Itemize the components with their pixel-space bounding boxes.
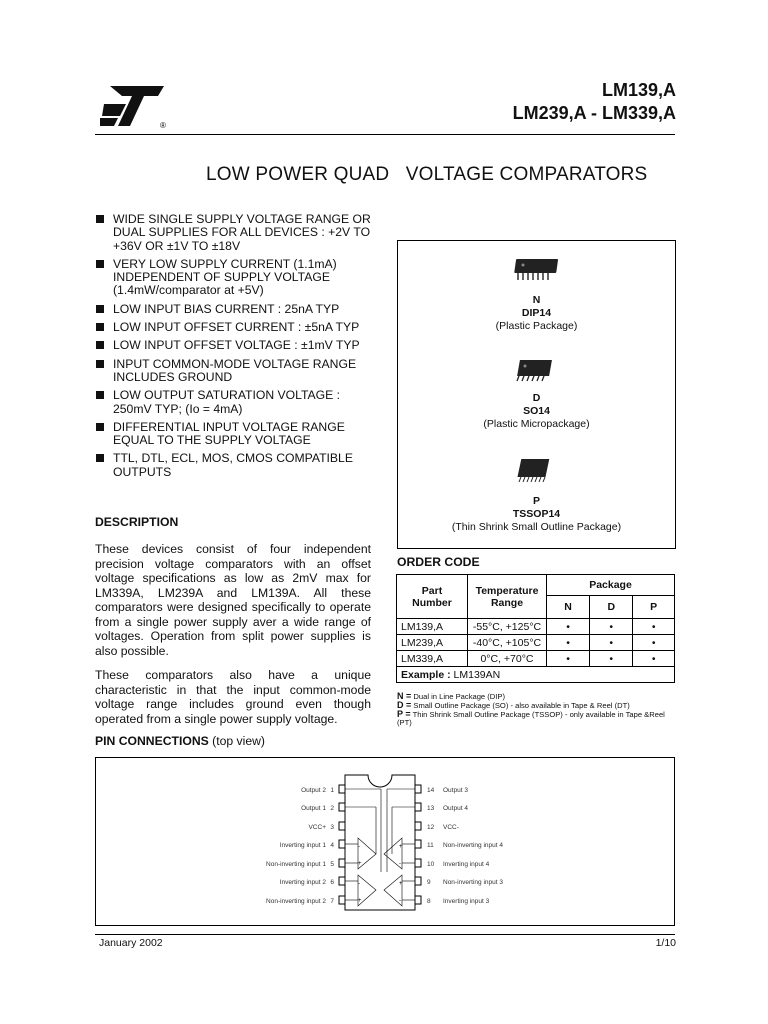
pin-label-right: Output 4	[443, 805, 468, 812]
bullet-square-icon	[96, 323, 104, 331]
package-notes	[397, 692, 675, 727]
pin-number-right: 10	[427, 861, 435, 868]
bullet-square-icon	[96, 341, 104, 349]
order-code-heading: ORDER CODE	[397, 555, 480, 569]
pin-number-right: 14	[427, 787, 435, 794]
example-row: Example : LM139AN	[397, 667, 675, 683]
registered-mark: ®	[160, 121, 166, 130]
description-paragraph-1: These devices consist of four independent precision voltage comparators with an offset voltage specifications as low as 2mV max for LM339A, LM239A and LM139A. All these comparators were designed specifically to operate from a single power supply aver a wide range of voltages. Operation from split power supplies is also possible.	[95, 542, 371, 658]
feature-item: LOW OUTPUT SATURATION VOLTAGE : 250mV TYP; (Io = 4mA)	[96, 389, 376, 416]
package-n-text: N DIP14 (Plastic Package)	[495, 294, 578, 332]
pin-label-left: VCC+	[308, 824, 326, 831]
pin-label-right: Output 3	[443, 787, 468, 794]
col-pkg-p: P	[633, 596, 675, 619]
header-rule	[95, 134, 675, 135]
pin-label-right: Inverting input 4	[443, 861, 490, 868]
pin-number-right: 12	[427, 824, 435, 831]
bullet-square-icon	[96, 360, 104, 368]
pin-number-left: 1	[330, 787, 334, 794]
pin-number-left: 2	[330, 805, 334, 812]
feature-item: INPUT COMMON-MODE VOLTAGE RANGE INCLUDES GROUND	[96, 358, 376, 385]
pin-number-left: 5	[330, 861, 334, 868]
feature-item: WIDE SINGLE SUPPLY VOLTAGE RANGE OR DUAL SUPPLIES FOR ALL DEVICES : +2V TO +36V OR ±1V TO ±18V	[96, 213, 376, 253]
feature-item: TTL, DTL, ECL, MOS, CMOS COMPATIBLE OUTPUTS	[96, 452, 376, 479]
dip14-package-icon	[513, 253, 563, 283]
pin-number-right: 11	[427, 842, 434, 849]
part-number-line2: LM239,A - LM339,A	[512, 103, 676, 123]
svg-text:-: -	[399, 898, 401, 904]
pin-diagram-box	[95, 757, 675, 926]
svg-text:+: +	[358, 861, 362, 867]
bullet-square-icon	[96, 215, 104, 223]
bullet-square-icon	[96, 454, 104, 462]
tssop14-package-icon	[515, 451, 559, 485]
pin-label-right: Non-inverting input 4	[443, 842, 503, 849]
order-code-table	[396, 574, 675, 683]
svg-text:-: -	[358, 844, 360, 850]
pin-connections-heading: PIN CONNECTIONS (top view)	[95, 734, 265, 748]
pin-label-right: Inverting input 3	[443, 898, 490, 905]
bullet-square-icon	[96, 260, 104, 268]
table-row: LM239,A -40°C, +105°C • • •	[397, 635, 675, 651]
pin-label-right: VCC-	[443, 824, 459, 831]
pin-label-left: Output 1	[301, 805, 326, 812]
document-title: LOW POWER QUAD VOLTAGE COMPARATORS	[206, 164, 648, 185]
st-logo	[100, 82, 170, 130]
pin-number-right: 13	[427, 805, 435, 812]
pin-label-left: Inverting input 1	[279, 842, 326, 849]
bullet-square-icon	[96, 391, 104, 399]
package-p-text: P TSSOP14 (Thin Shrink Small Outline Package)	[451, 495, 622, 533]
pin-number-left: 6	[330, 879, 334, 886]
col-package: Package	[547, 575, 675, 596]
bullet-square-icon	[96, 305, 104, 313]
pin-number-left: 7	[330, 898, 334, 905]
footer-date: January 2002	[99, 937, 163, 949]
pin-label-left: Non-inverting input 1	[266, 861, 326, 868]
bullet-square-icon	[96, 423, 104, 431]
table-row: LM339,A 0°C, +70°C • • •	[397, 651, 675, 667]
footer-rule	[95, 934, 675, 935]
footer-page-number: 1/10	[655, 937, 676, 949]
pin-number-left: 4	[330, 842, 334, 849]
pin-number-right: 8	[427, 898, 431, 905]
col-pkg-d: D	[590, 596, 633, 619]
package-d-text: D SO14 (Plastic Micropackage)	[483, 392, 590, 430]
col-part-number: Part Number	[397, 575, 468, 619]
feature-item: VERY LOW SUPPLY CURRENT (1.1mA) INDEPENDENT OF SUPPLY VOLTAGE (1.4mW/comparator at +5V)	[96, 258, 376, 298]
feature-item: LOW INPUT BIAS CURRENT : 25nA TYP	[96, 303, 376, 316]
part-number-line1: LM139,A	[601, 80, 676, 100]
feature-item: DIFFERENTIAL INPUT VOLTAGE RANGE EQUAL TO THE SUPPLY VOLTAGE	[96, 421, 376, 448]
feature-item: LOW INPUT OFFSET VOLTAGE : ±1mV TYP	[96, 339, 376, 352]
package-box	[397, 240, 676, 549]
description-paragraph-2: These comparators also have a unique characteristic in that the input common-mode voltage range includes ground even though operated from a single power supply voltage.	[95, 668, 371, 726]
pin-label-left: Non-inverting input 2	[266, 898, 326, 905]
pin-label-left: Inverting input 2	[279, 879, 326, 886]
note-p: P = Thin Shrink Small Outline Package (TSSOP) - only available in Tape &Reel (PT)	[397, 709, 665, 727]
pin-number-left: 3	[330, 824, 334, 831]
feature-item: LOW INPUT OFFSET CURRENT : ±5nA TYP	[96, 321, 376, 334]
pin-diagram	[96, 758, 674, 925]
svg-text:+: +	[358, 898, 362, 904]
pin-number-right: 9	[427, 879, 431, 886]
pin-label-right: Non-inverting input 3	[443, 879, 503, 886]
note-d: D = Small Outline Package (SO) - also available in Tape & Reel (DT)	[397, 700, 630, 710]
col-temperature: Temperature Range	[468, 575, 547, 619]
table-row: LM139,A -55°C, +125°C • • •	[397, 619, 675, 635]
note-n: N = Dual in Line Package (DIP)	[397, 691, 505, 701]
description-heading: DESCRIPTION	[95, 515, 179, 529]
svg-text:+: +	[399, 844, 403, 850]
svg-text:-: -	[358, 881, 360, 887]
feature-list	[96, 213, 376, 484]
so14-package-icon	[515, 354, 559, 384]
pin-label-left: Output 2	[301, 787, 326, 794]
svg-text:-: -	[399, 861, 401, 867]
svg-text:+: +	[399, 881, 403, 887]
col-pkg-n: N	[547, 596, 590, 619]
